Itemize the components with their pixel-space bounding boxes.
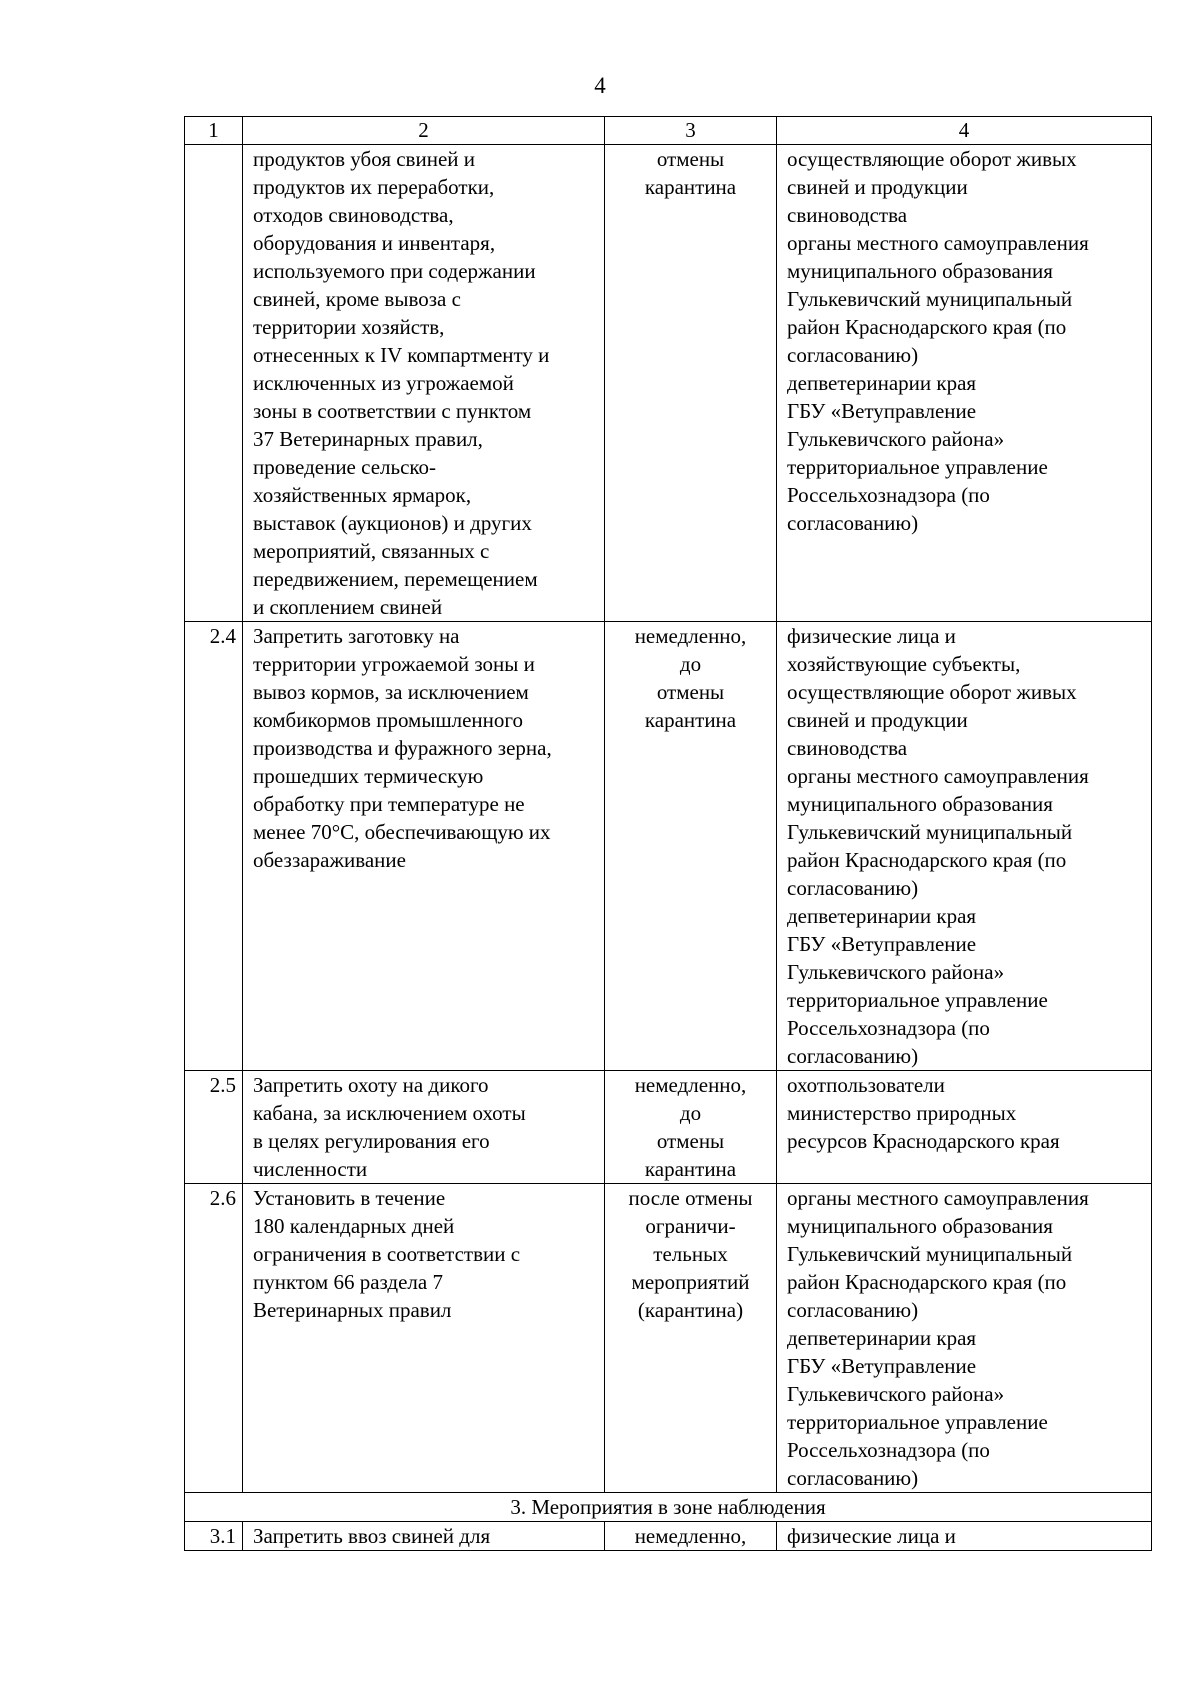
header-cell-1: 1	[185, 117, 243, 145]
table-row	[185, 1522, 1152, 1551]
header-cell-3: 3	[605, 117, 777, 145]
measure-cell: Установить в течение 180 календарных дней ограничения в соответствии с пунктом 66 раздела 7 Ветеринарных правил	[243, 1184, 605, 1493]
table-row	[185, 145, 1152, 622]
responsible-cell: органы местного самоуправления муниципального образования Гулькевичский муниципальный район Краснодарского края (по согласованию) депветеринарии края ГБУ «Ветуправление Гулькевичского района» территориальное управление Россельхознадзора (по согласованию)	[777, 1184, 1152, 1493]
table-row	[185, 1071, 1152, 1184]
term-cell: немедленно, до отмены карантина	[605, 622, 777, 1071]
row-number: 2.4	[185, 622, 243, 1071]
measure-cell: Запретить охоту на дикого кабана, за исключением охоты в целях регулирования его численности	[243, 1071, 605, 1184]
measure-cell: Запретить заготовку на территории угрожаемой зоны и вывоз кормов, за исключением комбикормов промышленного производства и фуражного зерна, прошедших термическую обработку при температуре не менее 70°С, обеспечивающую их обеззараживание	[243, 622, 605, 1071]
row-number: 2.5	[185, 1071, 243, 1184]
responsible-cell: охотпользователи министерство природных ресурсов Краснодарского края	[777, 1071, 1152, 1184]
measure-cell: продуктов убоя свиней и продуктов их переработки, отходов свиноводства, оборудования и инвентаря, используемого при содержании свиней, кроме вывоза с территории хозяйств, отнесенных к IV компартменту и исключенных из угрожаемой зоны в соответствии с пунктом 37 Ветеринарных правил, проведение сельско- хозяйственных ярмарок, выставок (аукционов) и других мероприятий, связанных с передвижением, перемещением и скоплением свиней	[243, 145, 605, 622]
page-number: 4	[594, 73, 606, 98]
row-number: 3.1	[185, 1522, 243, 1551]
responsible-cell: физические лица и хозяйствующие субъекты, осуществляющие оборот живых свиней и продукции свиноводства органы местного самоуправления муниципального образования Гулькевичский муниципальный район Краснодарского края (по согласованию) депветеринарии края ГБУ «Ветуправление Гулькевичского района» территориальное управление Россельхознадзора (по согласованию)	[777, 622, 1152, 1071]
table-row	[185, 1184, 1152, 1493]
responsible-cell: осуществляющие оборот живых свиней и продукции свиноводства органы местного самоуправления муниципального образования Гулькевичский муниципальный район Краснодарского края (по согласованию) депветеринарии края ГБУ «Ветуправление Гулькевичского района» территориальное управление Россельхознадзора (по согласованию)	[777, 145, 1152, 622]
section-title: 3. Мероприятия в зоне наблюдения	[185, 1493, 1152, 1522]
term-cell: после отмены ограничи- тельных мероприятий (карантина)	[605, 1184, 777, 1493]
table-header-row	[185, 117, 1152, 145]
term-cell: немедленно, до отмены карантина	[605, 1071, 777, 1184]
header-cell-4: 4	[777, 117, 1152, 145]
row-number: 2.6	[185, 1184, 243, 1493]
responsible-cell: физические лица и	[777, 1522, 1152, 1551]
table-row	[185, 622, 1152, 1071]
term-cell: немедленно,	[605, 1522, 777, 1551]
row-number	[185, 145, 243, 622]
measure-cell: Запретить ввоз свиней для	[243, 1522, 605, 1551]
measures-table	[184, 116, 1152, 1551]
header-cell-2: 2	[243, 117, 605, 145]
section-row	[185, 1493, 1152, 1522]
term-cell: отмены карантина	[605, 145, 777, 622]
